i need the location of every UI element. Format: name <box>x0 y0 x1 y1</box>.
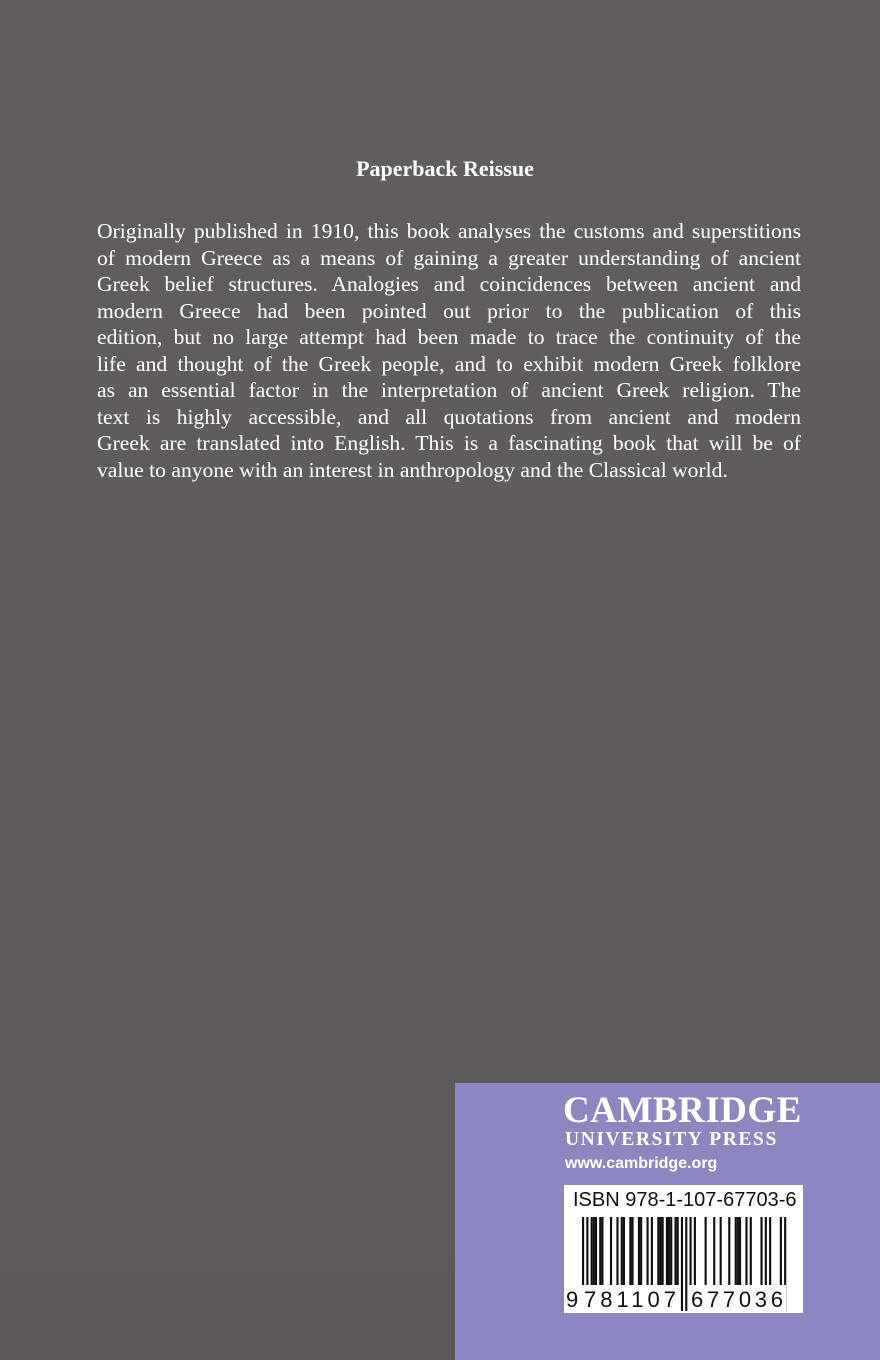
barcode-bar <box>690 1217 692 1285</box>
barcode-bar <box>674 1217 676 1285</box>
barcode-bar <box>601 1217 603 1285</box>
description-line: modern Greece had been pointed out prior to the publication of this <box>97 298 801 323</box>
barcode-bar <box>659 1217 661 1285</box>
barcode-bar <box>728 1217 730 1285</box>
barcode-right-digits: 677036 <box>691 1287 783 1312</box>
barcode-bar <box>705 1217 707 1285</box>
publisher-logo: CAMBRIDGE <box>563 1090 802 1131</box>
barcode-bar <box>666 1217 668 1285</box>
barcode-bar <box>735 1217 737 1285</box>
barcode-bar <box>760 1217 762 1285</box>
barcode-bar <box>681 1217 683 1311</box>
publisher-url: www.cambridge.org <box>565 1155 718 1172</box>
barcode-bar <box>662 1217 664 1285</box>
description-line: edition, but no large attempt had been made to trace the continuity of the <box>97 325 801 349</box>
barcode <box>564 1185 803 1313</box>
barcode-bar <box>647 1217 649 1285</box>
description-line: Greek are translated into English. This is a fascinating book that will be of <box>97 431 801 455</box>
barcode-label <box>564 1185 803 1313</box>
barcode-bar <box>668 1217 670 1285</box>
description-line: as an essential factor in the interpretation of ancient Greek religion. The <box>97 378 801 402</box>
barcode-bar <box>720 1217 722 1285</box>
barcode-bar <box>593 1217 595 1285</box>
barcode-bar <box>694 1217 696 1285</box>
barcode-bar <box>631 1217 633 1285</box>
description-line: life and thought of the Greek people, and to exhibit modern Greek folklore <box>97 351 801 376</box>
description-line: text is highly accessible, and all quotations from ancient and modern <box>97 404 801 429</box>
barcode-bar <box>677 1217 679 1285</box>
barcode-bar <box>610 1217 612 1285</box>
barcode-bar <box>685 1217 687 1311</box>
description-line: Greek belief structures. Analogies and coincidences between ancient and <box>97 272 801 296</box>
barcode-bar <box>616 1217 618 1285</box>
barcode-bar <box>745 1217 747 1285</box>
barcode-bar <box>638 1217 640 1285</box>
barcode-bar <box>713 1217 715 1285</box>
barcode-bar <box>657 1217 659 1285</box>
barcode-bar <box>651 1217 653 1285</box>
description-line: of modern Greece as a means of gaining a greater understanding of ancient <box>97 245 801 270</box>
barcode-bar <box>670 1217 672 1285</box>
barcode-bar <box>765 1217 767 1285</box>
barcode-bar <box>595 1217 597 1285</box>
barcode-bar <box>769 1217 771 1285</box>
barcode-bar <box>621 1217 623 1285</box>
description-line: Originally published in 1910, this book analyses the customs and superstitions <box>97 219 801 243</box>
description-line: value to anyone with an interest in anthropology and the Classical world. <box>97 457 728 482</box>
barcode-lead-digit: 9 <box>566 1287 579 1312</box>
barcode-bar <box>739 1217 741 1285</box>
barcode-bar <box>599 1217 601 1285</box>
barcode-left-digits: 781107 <box>584 1287 676 1312</box>
publisher-panel <box>455 1083 880 1360</box>
isbn-number: ISBN 978-1-107-67703-6 <box>573 1189 797 1211</box>
publisher-subtitle: UNIVERSITY PRESS <box>565 1129 778 1150</box>
barcode-bar <box>591 1217 593 1285</box>
barcode-bar <box>623 1217 625 1285</box>
book-description <box>97 218 801 483</box>
barcode-bar <box>629 1217 631 1285</box>
barcode-bar <box>750 1217 752 1285</box>
barcode-bar <box>737 1217 739 1285</box>
barcode-bar <box>640 1217 642 1285</box>
reissue-heading: Paperback Reissue <box>356 156 534 181</box>
